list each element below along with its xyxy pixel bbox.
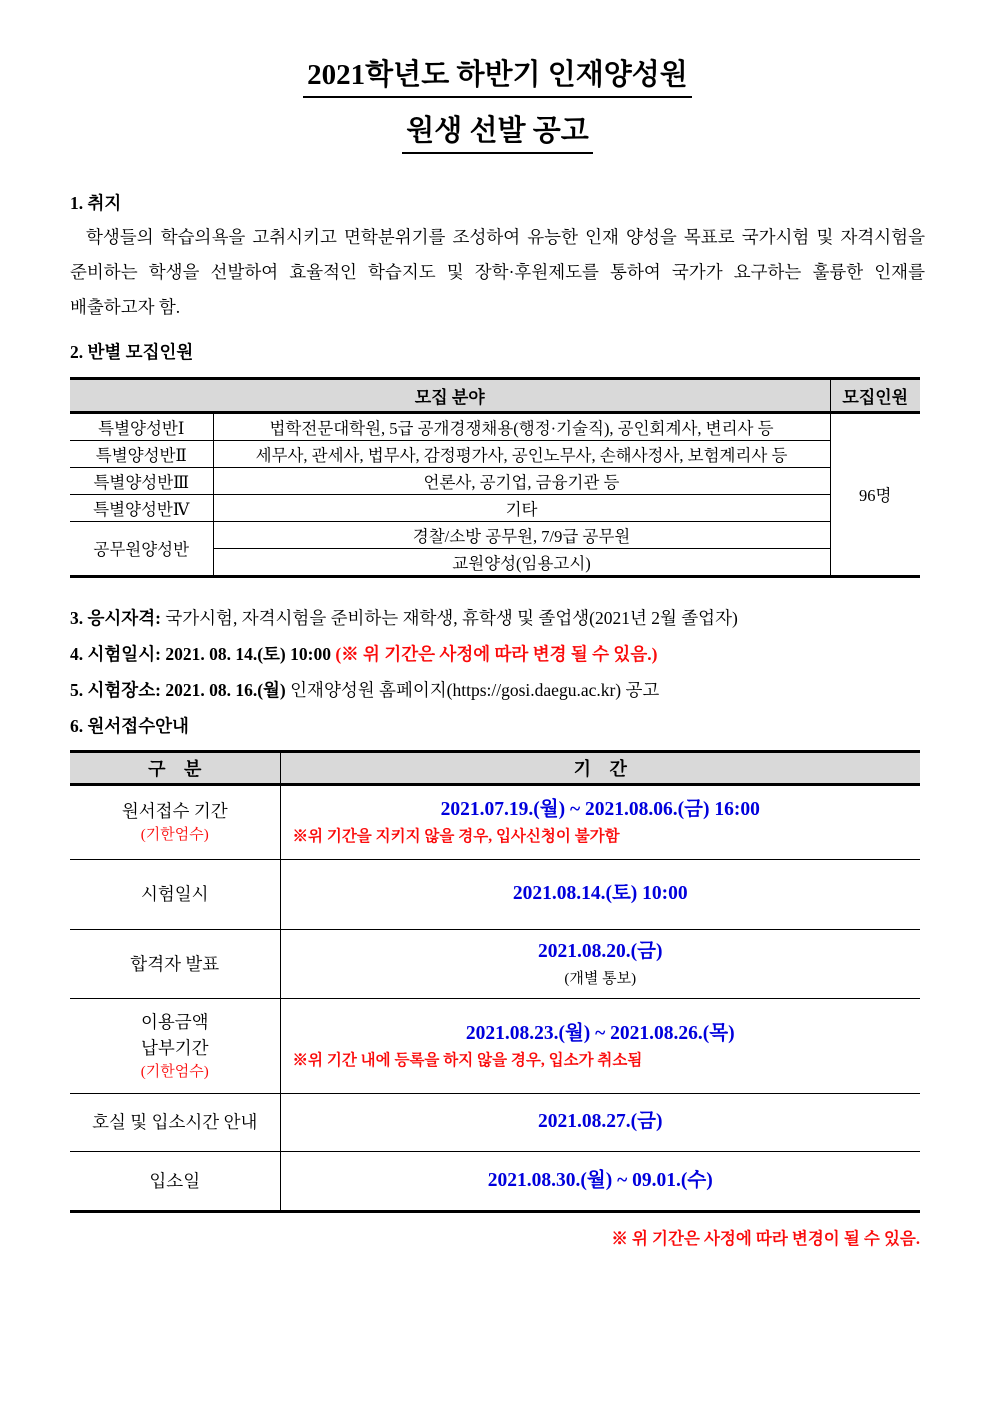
apply-row-payment [70,998,920,1093]
eligibility-text: 국가시험, 자격시험을 준비하는 재학생, 휴학생 및 졸업생(2021년 2월 졸업자) [160,607,738,628]
class-field: 세무사, 관세사, 법무사, 감정평가사, 공인노무사, 손해사정사, 보험계리사 등 [213,440,830,467]
exam-place-text: 인재양성원 홈페이지(https://gosi.daegu.ac.kr) 공고 [285,679,660,700]
row-value-cell [280,784,920,859]
apply-row-room-info [70,1093,920,1151]
apply-table-header-row [70,751,920,784]
apply-row-move-in [70,1151,920,1211]
class-label: 특별양성반Ⅰ [70,412,213,440]
row-label: 합격자 발표 [70,929,280,998]
apply-col-category: 구 분 [70,751,280,784]
recruit-table [70,377,920,578]
row-label-line1: 이용금액 [140,1011,209,1032]
row-value-cell [280,859,920,929]
apply-table [70,750,920,1213]
class-field: 경찰/소방 공무원, 7/9급 공무원 [213,521,830,548]
apply-row-registration [70,784,920,859]
row-value-cell [280,1093,920,1151]
recruit-row-special2 [70,440,920,467]
class-field: 언론사, 공기업, 금융기관 등 [213,467,830,494]
row-note: ※위 기간을 지키지 않을 경우, 입사신청이 불가함 [292,828,620,846]
schedule-footnote: ※ 위 기간은 사정에 따라 변경이 될 수 있음. [611,1228,920,1248]
row-value: 2021.08.14.(토) 10:00 [512,883,688,905]
row-label: 입소일 [70,1151,280,1211]
exam-place-line [70,678,925,702]
recruit-col-capacity: 모집인원 [830,378,920,412]
class-field: 법학전문대학원, 5급 공개경쟁채용(행정·기술직), 공인회계사, 변리사 등 [213,412,830,440]
row-sublabel: (기한엄수) [140,1063,209,1080]
doc-title-line2-wrap [70,114,925,154]
row-label: 시험일시 [70,859,280,929]
row-note: ※위 기간 내에 등록을 하지 않을 경우, 입소가 취소됨 [292,1051,643,1069]
recruit-row-special4 [70,494,920,521]
class-field: 교원양성(임용고시) [213,548,830,576]
row-value: 2021.08.30.(월) ~ 09.01.(수) [487,1169,713,1191]
recruit-row-special1 [70,412,920,440]
row-value: 2021.08.23.(월) ~ 2021.08.26.(목) [465,1022,735,1044]
apply-heading: 6. 원서접수안내 [70,715,189,736]
row-value: 2021.08.27.(금) [538,1111,663,1133]
row-label: 호실 및 입소시간 안내 [70,1093,280,1151]
apply-col-period: 기 간 [280,751,920,784]
row-value-cell [280,1151,920,1211]
exam-datetime-label: 4. 시험일시: 2021. 08. 14.(토) 10:00 [70,643,336,664]
row-subnote: (개별 통보) [564,970,637,987]
recruit-col-field: 모집 분야 [70,378,830,412]
exam-datetime-line [70,642,925,666]
exam-place-label: 5. 시험장소: 2021. 08. 16.(월) [70,679,286,700]
recruit-table-header-row [70,378,920,412]
row-label-cell [70,784,280,859]
class-label: 특별양성반Ⅲ [70,467,213,494]
row-label: 원서접수 기간 [121,801,228,822]
recruit-heading: 2. 반별 모집인원 [70,341,194,362]
purpose-heading: 1. 취지 [70,192,122,213]
eligibility-line [70,606,925,630]
doc-title-line1-wrap [70,58,925,98]
class-field: 기타 [213,494,830,521]
row-label-cell [70,998,280,1093]
doc-title [70,58,925,154]
row-value-cell [280,998,920,1093]
purpose-body: 학생들의 학습의욕을 고취시키고 면학분위기를 조성하여 유능한 인재 양성을 목표로 국가시험 및 자격시험을 준비하는 학생을 선발하여 효율적인 학습지도 및 장학·후원제도를 통하여 국가가 요구하는 훌륭한 인재를 배출하고자 함. [70,226,925,317]
eligibility-label: 3. 응시자격: [70,607,161,628]
class-label: 공무원양성반 [70,521,213,576]
exam-datetime-note: (※ 위 기간은 사정에 따라 변경 될 수 있음.) [335,643,658,664]
doc-title-line1: 2021학년도 하반기 인재양성원 [303,58,692,98]
recruit-row-special3 [70,467,920,494]
row-value: 2021.08.20.(금) [538,940,663,962]
apply-row-exam-date [70,859,920,929]
row-label-line2: 납부기간 [140,1037,209,1058]
doc-title-line2: 원생 선발 공고 [402,114,593,154]
class-label: 특별양성반Ⅱ [70,440,213,467]
row-value-cell [280,929,920,998]
row-value: 2021.07.19.(월) ~ 2021.08.06.(금) 16:00 [440,799,760,821]
capacity-cell: 96명 [830,412,920,576]
class-label: 특별양성반Ⅳ [70,494,213,521]
recruit-row-civil1 [70,521,920,548]
apply-row-announcement [70,929,920,998]
row-sublabel: (기한엄수) [140,827,209,844]
